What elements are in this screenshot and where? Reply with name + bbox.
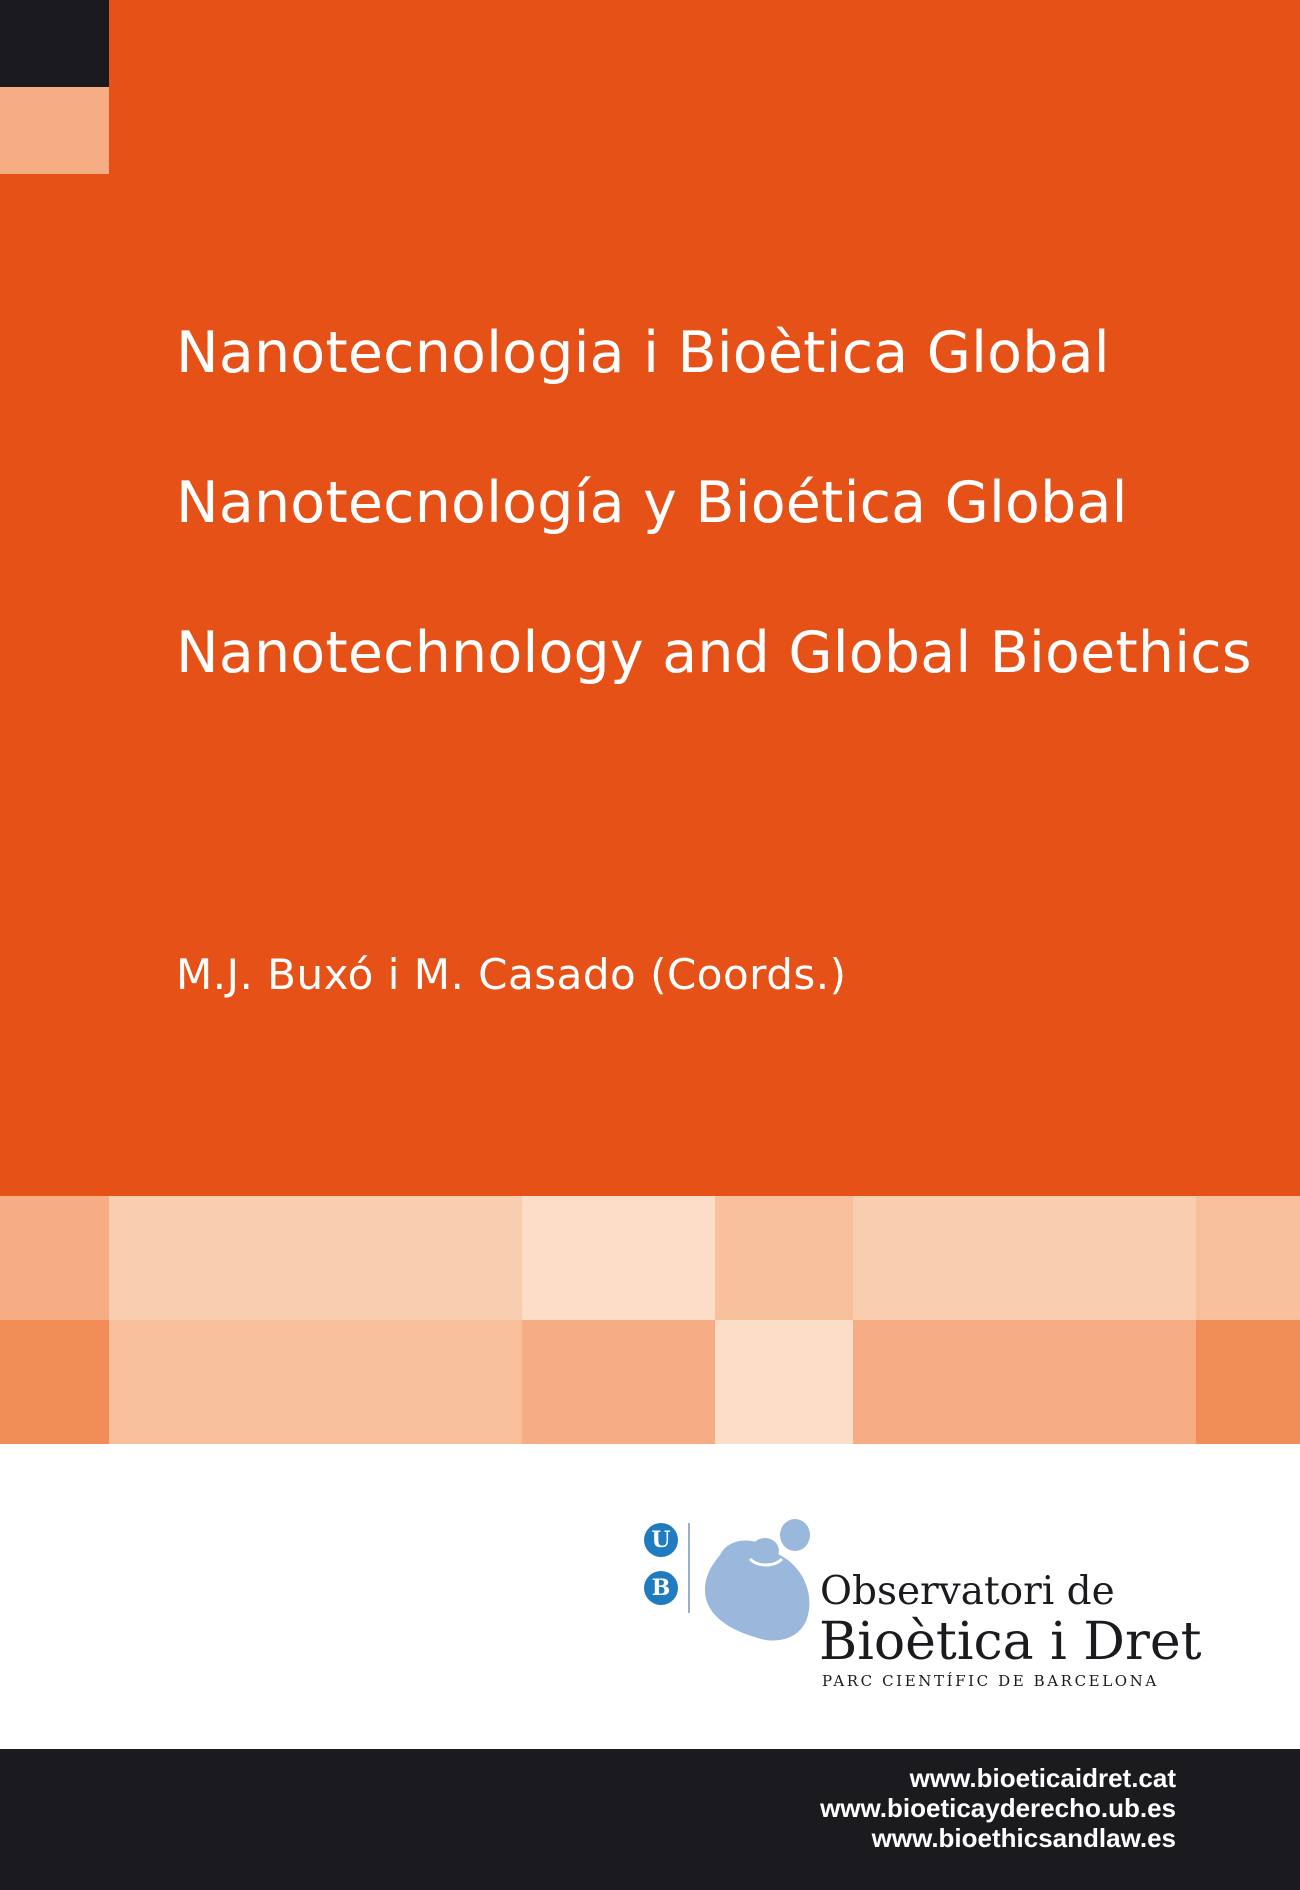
tile-band-r1-c2 xyxy=(109,1196,522,1320)
tile-band-r2-c4 xyxy=(715,1320,853,1444)
footer-url-es[interactable]: www.bioeticayderecho.ub.es xyxy=(820,1793,1176,1823)
corner-black-block xyxy=(0,0,109,87)
tile-band-r1-c3 xyxy=(522,1196,715,1320)
title-catalan: Nanotecnologia i Bioètica Global xyxy=(176,320,1110,386)
corner-peach-block xyxy=(0,87,109,174)
tile-band-r2-c5 xyxy=(853,1320,1196,1444)
figures-blob-icon xyxy=(700,1515,820,1645)
tile-band-r1-c4 xyxy=(715,1196,853,1320)
observatori-logo xyxy=(630,1515,1202,1695)
tile-band-r1-c1 xyxy=(0,1196,109,1320)
tile-band-r2-c3 xyxy=(522,1320,715,1444)
title-english: Nanotechnology and Global Bioethics xyxy=(176,620,1252,686)
logo-text-line1: Observatori de xyxy=(820,1569,1115,1614)
ub-logo-u: U xyxy=(644,1523,678,1557)
ub-logo-b: B xyxy=(644,1571,678,1605)
title-spanish: Nanotecnología y Bioética Global xyxy=(176,470,1128,536)
authors-line: M.J. Buxó i M. Casado (Coords.) xyxy=(176,950,847,999)
tile-band-r2-c6 xyxy=(1196,1320,1300,1444)
logo-text-line3: PARC CIENTÍFIC DE BARCELONA xyxy=(822,1672,1159,1690)
tile-band-r2-c2 xyxy=(109,1320,522,1444)
tile-band-r1-c6 xyxy=(1196,1196,1300,1320)
tile-band-r1-c5 xyxy=(853,1196,1196,1320)
footer-url-en[interactable]: www.bioethicsandlaw.es xyxy=(871,1823,1176,1853)
footer-url-cat[interactable]: www.bioeticaidret.cat xyxy=(909,1763,1176,1793)
logo-text-line2: Bioètica i Dret xyxy=(819,1612,1202,1672)
tile-band-r2-c1 xyxy=(0,1320,109,1444)
logo-divider xyxy=(688,1523,690,1613)
